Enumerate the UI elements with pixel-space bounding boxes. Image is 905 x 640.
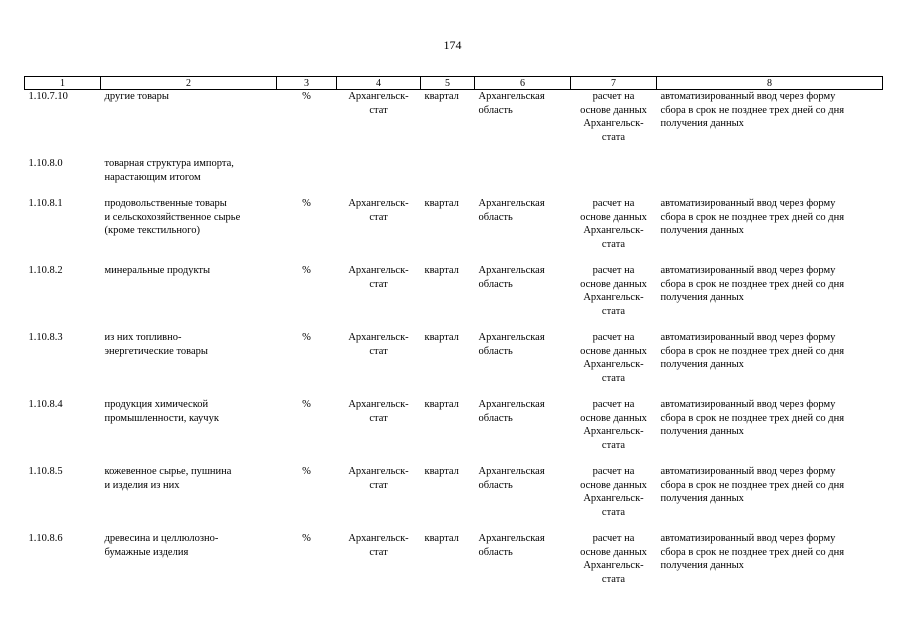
cell-text-line: область bbox=[478, 412, 513, 424]
cell-text-line: промышленности, каучук bbox=[104, 412, 219, 424]
source-cell bbox=[337, 90, 421, 145]
cell-text-line: получения данных bbox=[660, 359, 744, 370]
method-cell bbox=[571, 197, 657, 251]
cell-text-line: автоматизированный ввод через форму bbox=[660, 332, 836, 343]
cell-text-line: сбора в срок не позднее трех дней со дня bbox=[660, 278, 845, 290]
cell-text-line: из них топливно- bbox=[104, 332, 182, 343]
cell-text-line: расчет на bbox=[592, 265, 635, 276]
indicator-name-cell bbox=[101, 532, 277, 586]
territory-cell bbox=[475, 465, 571, 519]
row-spacer bbox=[25, 318, 883, 331]
indicator-code-cell: 1.10.8.6 bbox=[28, 533, 63, 544]
periodicity-cell: квартал bbox=[424, 265, 459, 276]
table-row bbox=[25, 197, 883, 251]
cell-text-line: Архангельск- bbox=[583, 560, 644, 571]
cell-text-line: сбора в срок не позднее трех дней со дня bbox=[660, 546, 845, 558]
row-spacer-cell bbox=[25, 184, 883, 197]
indicator-name-cell bbox=[101, 465, 277, 519]
indicator-name-cell bbox=[101, 264, 277, 318]
cell-text-line: Архангельск- bbox=[348, 265, 409, 276]
cell-text-line: область bbox=[478, 546, 513, 558]
cell-text-line: товарная структура импорта, bbox=[104, 158, 234, 169]
cell-text-line: расчет на bbox=[592, 399, 635, 410]
periodicity-cell: квартал bbox=[424, 399, 459, 410]
indicator-code-cell: 1.10.8.5 bbox=[28, 466, 63, 477]
cell-text-line: получения данных bbox=[660, 292, 744, 303]
source-cell bbox=[337, 157, 421, 184]
source-cell bbox=[337, 331, 421, 385]
cell-text-line: стат bbox=[369, 546, 388, 558]
indicator-code-cell: 1.10.8.0 bbox=[28, 158, 63, 169]
input-method-cell bbox=[657, 157, 883, 184]
indicator-name-cell bbox=[101, 331, 277, 385]
column-header: 3 bbox=[277, 77, 337, 90]
cell-text-line: автоматизированный ввод через форму bbox=[660, 466, 836, 477]
row-spacer bbox=[25, 251, 883, 264]
cell-text-line: автоматизированный ввод через форму bbox=[660, 265, 836, 276]
cell-text-line: Архангельская bbox=[478, 466, 545, 477]
column-header: 2 bbox=[101, 77, 277, 90]
source-cell bbox=[337, 264, 421, 318]
cell-text-line: область bbox=[478, 211, 513, 223]
cell-text-line: основе данных bbox=[580, 278, 647, 290]
cell-text-line: стата bbox=[601, 573, 626, 585]
indicator-code-cell: 1.10.8.1 bbox=[28, 198, 63, 209]
cell-text-line: Архангельск- bbox=[348, 198, 409, 209]
cell-text-line: основе данных bbox=[580, 345, 647, 357]
unit-cell: % bbox=[302, 198, 311, 209]
periodicity-cell bbox=[421, 157, 475, 184]
column-header: 1 bbox=[25, 77, 101, 90]
row-spacer-cell bbox=[25, 452, 883, 465]
input-method-cell bbox=[657, 331, 883, 385]
cell-text-line: другие товары bbox=[104, 91, 169, 102]
column-header: 8 bbox=[657, 77, 883, 90]
cell-text-line: Архангельская bbox=[478, 533, 545, 544]
row-spacer bbox=[25, 144, 883, 157]
source-cell bbox=[337, 465, 421, 519]
cell-text-line: Архангельская bbox=[478, 399, 545, 410]
column-header: 4 bbox=[337, 77, 421, 90]
cell-text-line: минеральные продукты bbox=[104, 265, 211, 276]
row-spacer-cell bbox=[25, 251, 883, 264]
indicator-code-cell: 1.10.7.10 bbox=[28, 91, 68, 102]
table-row bbox=[25, 157, 883, 184]
row-spacer bbox=[25, 519, 883, 532]
periodicity-cell: квартал bbox=[424, 332, 459, 343]
cell-text-line: получения данных bbox=[660, 493, 744, 504]
row-spacer bbox=[25, 385, 883, 398]
cell-text-line: и сельскохозяйственное сырье bbox=[104, 211, 241, 223]
cell-text-line: Архангельская bbox=[478, 332, 545, 343]
cell-text-line: основе данных bbox=[580, 104, 647, 116]
cell-text-line: стата bbox=[601, 238, 626, 250]
cell-text-line: стата bbox=[601, 439, 626, 451]
input-method-cell bbox=[657, 264, 883, 318]
column-header: 5 bbox=[421, 77, 475, 90]
column-header: 7 bbox=[571, 77, 657, 90]
territory-cell bbox=[475, 398, 571, 452]
periodicity-cell: квартал bbox=[424, 533, 459, 544]
cell-text-line: область bbox=[478, 104, 513, 116]
table-body bbox=[25, 90, 883, 587]
cell-text-line: автоматизированный ввод через форму bbox=[660, 399, 836, 410]
cell-text-line: стат bbox=[369, 479, 388, 491]
method-cell bbox=[571, 465, 657, 519]
input-method-cell bbox=[657, 532, 883, 586]
cell-text-line: стат bbox=[369, 211, 388, 223]
row-spacer-cell bbox=[25, 144, 883, 157]
indicator-code-cell: 1.10.8.4 bbox=[28, 399, 63, 410]
row-spacer-cell bbox=[25, 519, 883, 532]
input-method-cell bbox=[657, 465, 883, 519]
source-cell bbox=[337, 398, 421, 452]
method-cell bbox=[571, 331, 657, 385]
cell-text-line: Архангельск- bbox=[348, 466, 409, 477]
row-spacer bbox=[25, 184, 883, 197]
input-method-cell bbox=[657, 398, 883, 452]
periodicity-cell: квартал bbox=[424, 466, 459, 477]
unit-cell: % bbox=[302, 265, 311, 276]
cell-text-line: основе данных bbox=[580, 412, 647, 424]
row-spacer-cell bbox=[25, 318, 883, 331]
indicator-name-cell bbox=[101, 90, 277, 145]
unit-cell: % bbox=[302, 533, 311, 544]
table-row bbox=[25, 398, 883, 452]
cell-text-line: получения данных bbox=[660, 560, 744, 571]
territory-cell bbox=[475, 157, 571, 184]
cell-text-line: стата bbox=[601, 131, 626, 143]
cell-text-line: Архангельская bbox=[478, 265, 545, 276]
cell-text-line: расчет на bbox=[592, 332, 635, 343]
cell-text-line: стат bbox=[369, 104, 388, 116]
territory-cell bbox=[475, 532, 571, 586]
indicator-name-cell bbox=[101, 398, 277, 452]
unit-cell: % bbox=[302, 399, 311, 410]
cell-text-line: продовольственные товары bbox=[104, 198, 227, 209]
unit-cell: % bbox=[302, 332, 311, 343]
column-header: 6 bbox=[475, 77, 571, 90]
territory-cell bbox=[475, 90, 571, 145]
row-spacer bbox=[25, 452, 883, 465]
cell-text-line: основе данных bbox=[580, 211, 647, 223]
cell-text-line: продукция химической bbox=[104, 399, 209, 410]
cell-text-line: сбора в срок не позднее трех дней со дня bbox=[660, 345, 845, 357]
cell-text-line: сбора в срок не позднее трех дней со дня bbox=[660, 104, 845, 116]
cell-text-line: основе данных bbox=[580, 479, 647, 491]
unit-cell bbox=[277, 157, 337, 184]
cell-text-line: Архангельск- bbox=[583, 225, 644, 236]
column-number-row bbox=[25, 77, 883, 90]
cell-text-line: сбора в срок не позднее трех дней со дня bbox=[660, 211, 845, 223]
periodicity-cell: квартал bbox=[424, 198, 459, 209]
input-method-cell bbox=[657, 197, 883, 251]
cell-text-line: автоматизированный ввод через форму bbox=[660, 533, 836, 544]
indicator-name-cell bbox=[101, 157, 277, 184]
source-cell bbox=[337, 197, 421, 251]
cell-text-line: Архангельск- bbox=[348, 399, 409, 410]
cell-text-line: основе данных bbox=[580, 546, 647, 558]
cell-text-line: стата bbox=[601, 506, 626, 518]
cell-text-line: Архангельск- bbox=[583, 292, 644, 303]
cell-text-line: область bbox=[478, 345, 513, 357]
cell-text-line: стат bbox=[369, 345, 388, 357]
cell-text-line: Архангельск- bbox=[583, 426, 644, 437]
cell-text-line: Архангельск- bbox=[583, 359, 644, 370]
cell-text-line: расчет на bbox=[592, 466, 635, 477]
cell-text-line: стата bbox=[601, 372, 626, 384]
cell-text-line: стат bbox=[369, 278, 388, 290]
cell-text-line: стат bbox=[369, 412, 388, 424]
method-cell bbox=[571, 264, 657, 318]
cell-text-line: стата bbox=[601, 305, 626, 317]
territory-cell bbox=[475, 197, 571, 251]
cell-text-line: сбора в срок не позднее трех дней со дня bbox=[660, 412, 845, 424]
territory-cell bbox=[475, 331, 571, 385]
method-cell bbox=[571, 157, 657, 184]
table-row bbox=[25, 90, 883, 145]
cell-text-line: нарастающим итогом bbox=[104, 171, 201, 183]
cell-text-line: Архангельская bbox=[478, 91, 545, 102]
cell-text-line: расчет на bbox=[592, 91, 635, 102]
row-spacer-cell bbox=[25, 385, 883, 398]
cell-text-line: кожевенное сырье, пушнина bbox=[104, 466, 232, 477]
cell-text-line: сбора в срок не позднее трех дней со дня bbox=[660, 479, 845, 491]
table-row bbox=[25, 465, 883, 519]
cell-text-line: Архангельск- bbox=[348, 533, 409, 544]
cell-text-line: получения данных bbox=[660, 426, 744, 437]
cell-text-line: Архангельская bbox=[478, 198, 545, 209]
cell-text-line: и изделия из них bbox=[104, 479, 180, 491]
method-cell bbox=[571, 532, 657, 586]
periodicity-cell: квартал bbox=[424, 91, 459, 102]
input-method-cell bbox=[657, 90, 883, 145]
cell-text-line: бумажные изделия bbox=[104, 546, 189, 558]
cell-text-line: автоматизированный ввод через форму bbox=[660, 91, 836, 102]
cell-text-line: автоматизированный ввод через форму bbox=[660, 198, 836, 209]
table-row bbox=[25, 532, 883, 586]
cell-text-line: получения данных bbox=[660, 225, 744, 236]
source-cell bbox=[337, 532, 421, 586]
cell-text-line: древесина и целлюлозно- bbox=[104, 533, 219, 544]
indicator-name-cell bbox=[101, 197, 277, 251]
indicator-table bbox=[24, 76, 883, 586]
method-cell bbox=[571, 90, 657, 145]
cell-text-line: Архангельск- bbox=[583, 493, 644, 504]
cell-text-line: область bbox=[478, 278, 513, 290]
indicator-code-cell: 1.10.8.2 bbox=[28, 265, 63, 276]
cell-text-line: расчет на bbox=[592, 198, 635, 209]
page-number: 174 bbox=[443, 38, 462, 52]
indicator-code-cell: 1.10.8.3 bbox=[28, 332, 63, 343]
unit-cell: % bbox=[302, 466, 311, 477]
cell-text-line: (кроме текстильного) bbox=[104, 225, 200, 236]
cell-text-line: Архангельск- bbox=[348, 91, 409, 102]
cell-text-line: область bbox=[478, 479, 513, 491]
cell-text-line: Архангельск- bbox=[348, 332, 409, 343]
table-row bbox=[25, 264, 883, 318]
method-cell bbox=[571, 398, 657, 452]
unit-cell: % bbox=[302, 91, 311, 102]
territory-cell bbox=[475, 264, 571, 318]
cell-text-line: Архангельск- bbox=[583, 118, 644, 129]
table-row bbox=[25, 331, 883, 385]
cell-text-line: получения данных bbox=[660, 118, 744, 129]
cell-text-line: расчет на bbox=[592, 533, 635, 544]
cell-text-line: энергетические товары bbox=[104, 345, 208, 357]
